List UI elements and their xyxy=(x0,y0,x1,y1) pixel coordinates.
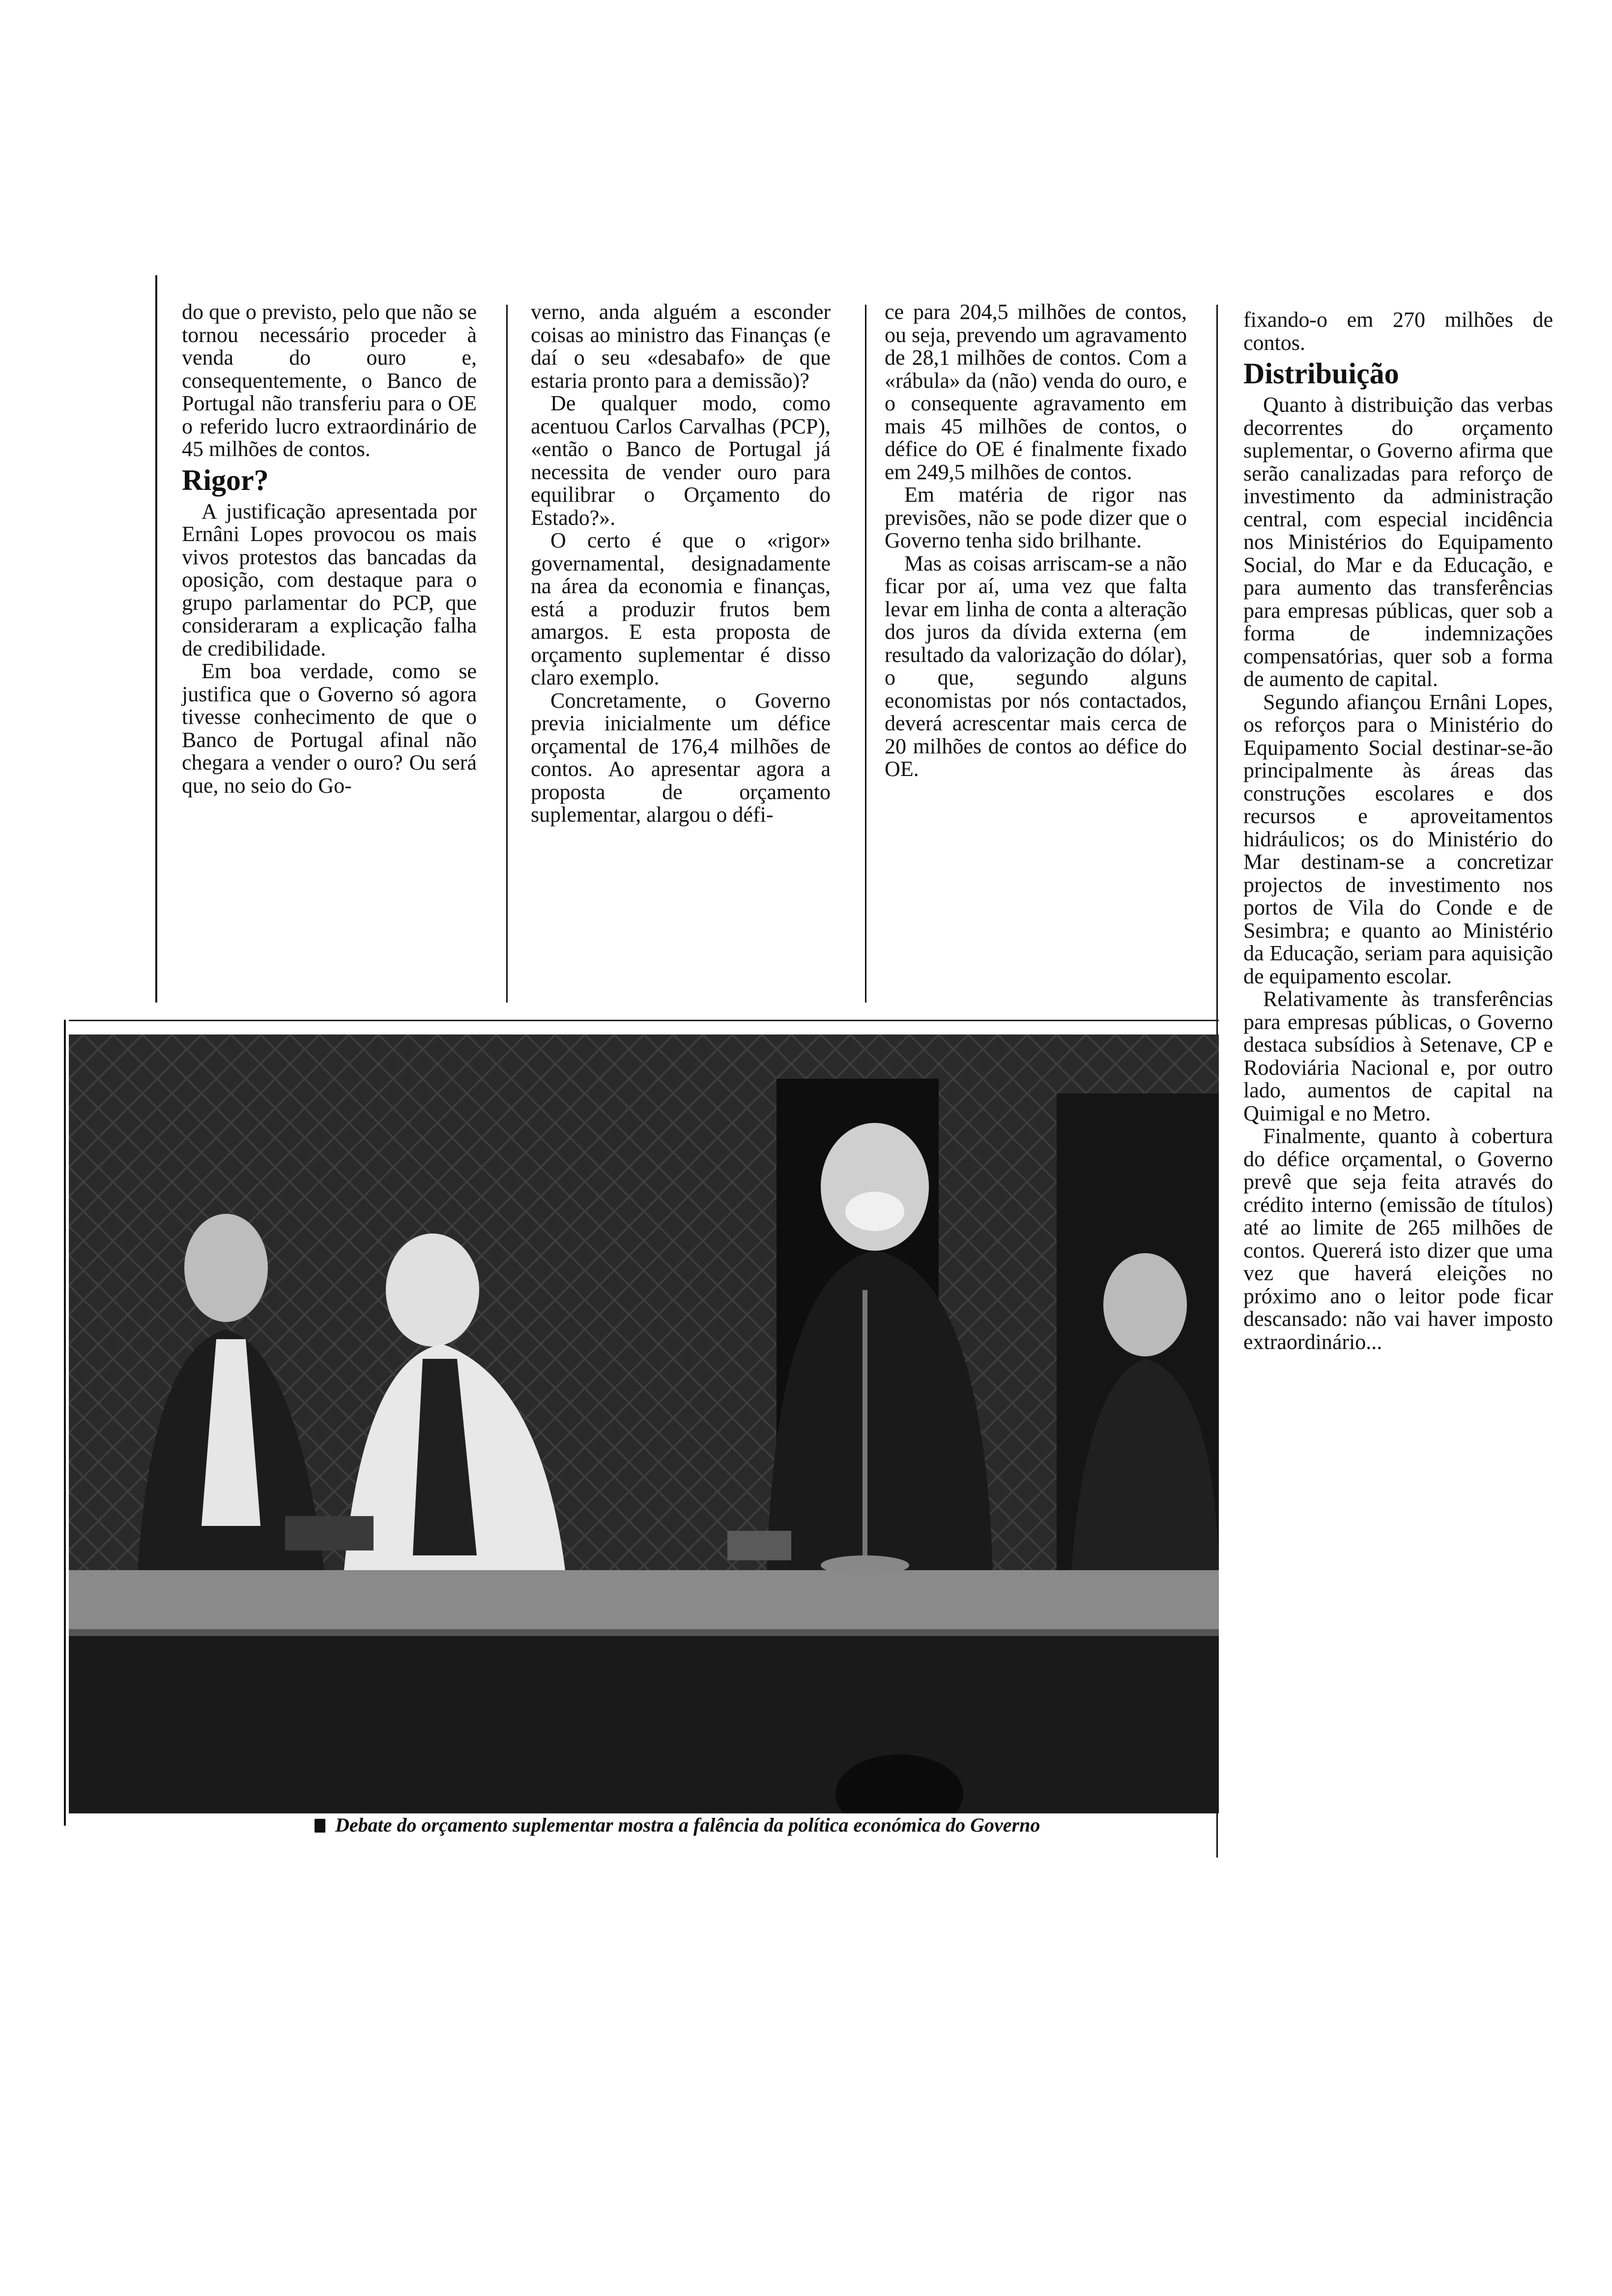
paragraph: De qualquer modo, como acentuou Carlos Carvalhas (PCP), «então o Banco de Portugal já necessita de vender ouro para equilibrar o Orçamento do Estado?». xyxy=(531,391,831,530)
paragraph: verno, anda alguém a esconder coisas ao ministro das Finanças (e daí o seu «desabafo» de que estaria pronto para a demissão)? xyxy=(531,300,831,393)
bullet-square-icon xyxy=(315,1819,325,1833)
section-heading-rigor: Rigor? xyxy=(182,463,269,496)
news-photo xyxy=(69,1034,1219,1813)
paragraph: Quanto à distribuição das verbas decorrentes do orçamento suplementar, o Governo afirma que serão canalizadas para reforço de investimento da administração central, com especial incidência nos Ministérios do Equipamento Social, do Mar e da Educação, e para aumento das transferências para empresas públicas, quer sob a forma de indemnizações compensatórias, quer sob a forma de aumento de capital. xyxy=(1243,393,1553,691)
paragraph: Em matéria de rigor nas previsões, não se pode dizer que o Governo tenha sido brilhante. xyxy=(885,483,1187,552)
article-column-2 xyxy=(531,301,831,827)
paragraph: ce para 204,5 milhões de contos, ou seja, prevendo um agravamento de 28,1 milhões de contos. Com a «rábula» da (não) venda do ouro, e o consequente agravamento em mais 45 milhões de contos, o défice do OE é finalmente fixado em 249,5 milhões de contos. xyxy=(885,300,1187,484)
paragraph: Mas as coisas arriscam-se a não ficar por aí, uma vez que falta levar em linha de conta a alteração dos juros da dívida externa (em resultado da valorização do dólar), o que, segundo alguns economistas por nós contactados, deverá acrescentar mais cerca de 20 milhões de contos ao défice do OE. xyxy=(885,551,1187,781)
paragraph: Relativamente às transferências para empresas públicas, o Governo destaca subsídios à Setenave, CP e Rodoviária Nacional e, por outro lado, aumentos de capital na Quimigal e no Metro. xyxy=(1243,987,1553,1125)
column-rule-left xyxy=(155,275,157,1003)
section-heading-distribuicao: Distribuição xyxy=(1243,357,1399,390)
column-rule-2 xyxy=(865,305,866,1003)
article-column-4 xyxy=(1243,309,1553,1353)
photo-left-rule xyxy=(64,1020,66,1826)
photo-top-rule xyxy=(69,1020,1219,1021)
paragraph: fixando-o em 270 milhões de contos. xyxy=(1243,308,1553,355)
paragraph: O certo é que o «rigor» governamental, designadamente na área da economia e finanças, está a produzir frutos bem amargos. E esta proposta de orçamento suplementar é disso claro exemplo. xyxy=(531,528,831,689)
article-column-3 xyxy=(885,301,1187,781)
column-rule-1 xyxy=(506,305,508,1003)
photo-caption xyxy=(315,1813,1219,1837)
paragraph: Finalmente, quanto à cobertura do défice orçamental, o Governo prevê que seja feita através do crédito interno (emissão de títulos) até ao limite de 265 milhões de contos. Quererá isto dizer que uma vez que haverá eleições no próximo ano o leitor pode ficar descansado: não vai haver imposto extraordinário... xyxy=(1243,1124,1553,1354)
paragraph: Concretamente, o Governo previa inicialmente um défice orçamental de 176,4 milhões de contos. Ao apresentar agora a proposta de orçamento suplementar, alargou o défi- xyxy=(531,688,831,827)
paragraph: A justificação apresentada por Ernâni Lopes provocou os mais vivos protestos das bancadas da oposição, com destaque para o grupo parlamentar do PCP, que consideraram a explicação falha de credibilidade. xyxy=(182,499,477,660)
article-column-1 xyxy=(182,301,477,797)
caption-text: Debate do orçamento suplementar mostra a falência da política económica do Governo xyxy=(335,1814,1040,1836)
paragraph: Segundo afiançou Ernâni Lopes, os reforços para o Ministério do Equipamento Social destinar-se-ão principalmente às áreas das construções escolares e dos recursos e aproveitamentos hidráulicos; os do Ministério do Mar destinam-se a concretizar projectos de investimento nos portos de Vila do Conde e de Sesimbra; e quanto ao Ministério da Educação, seriam para aquisição de equipamento escolar. xyxy=(1243,689,1553,988)
parliament-debate-photo xyxy=(69,1034,1219,1813)
paragraph: do que o previsto, pelo que não se tornou necessário proceder à venda do ouro e, consequentemente, o Banco de Portugal não transferiu para o OE o referido lucro extraordinário de 45 milhões de contos. xyxy=(182,300,477,461)
paragraph: Em boa verdade, como se justifica que o Governo só agora tivesse conhecimento de que o Banco de Portugal afinal não chegara a vender o ouro? Ou será que, no seio do Go- xyxy=(182,659,477,798)
